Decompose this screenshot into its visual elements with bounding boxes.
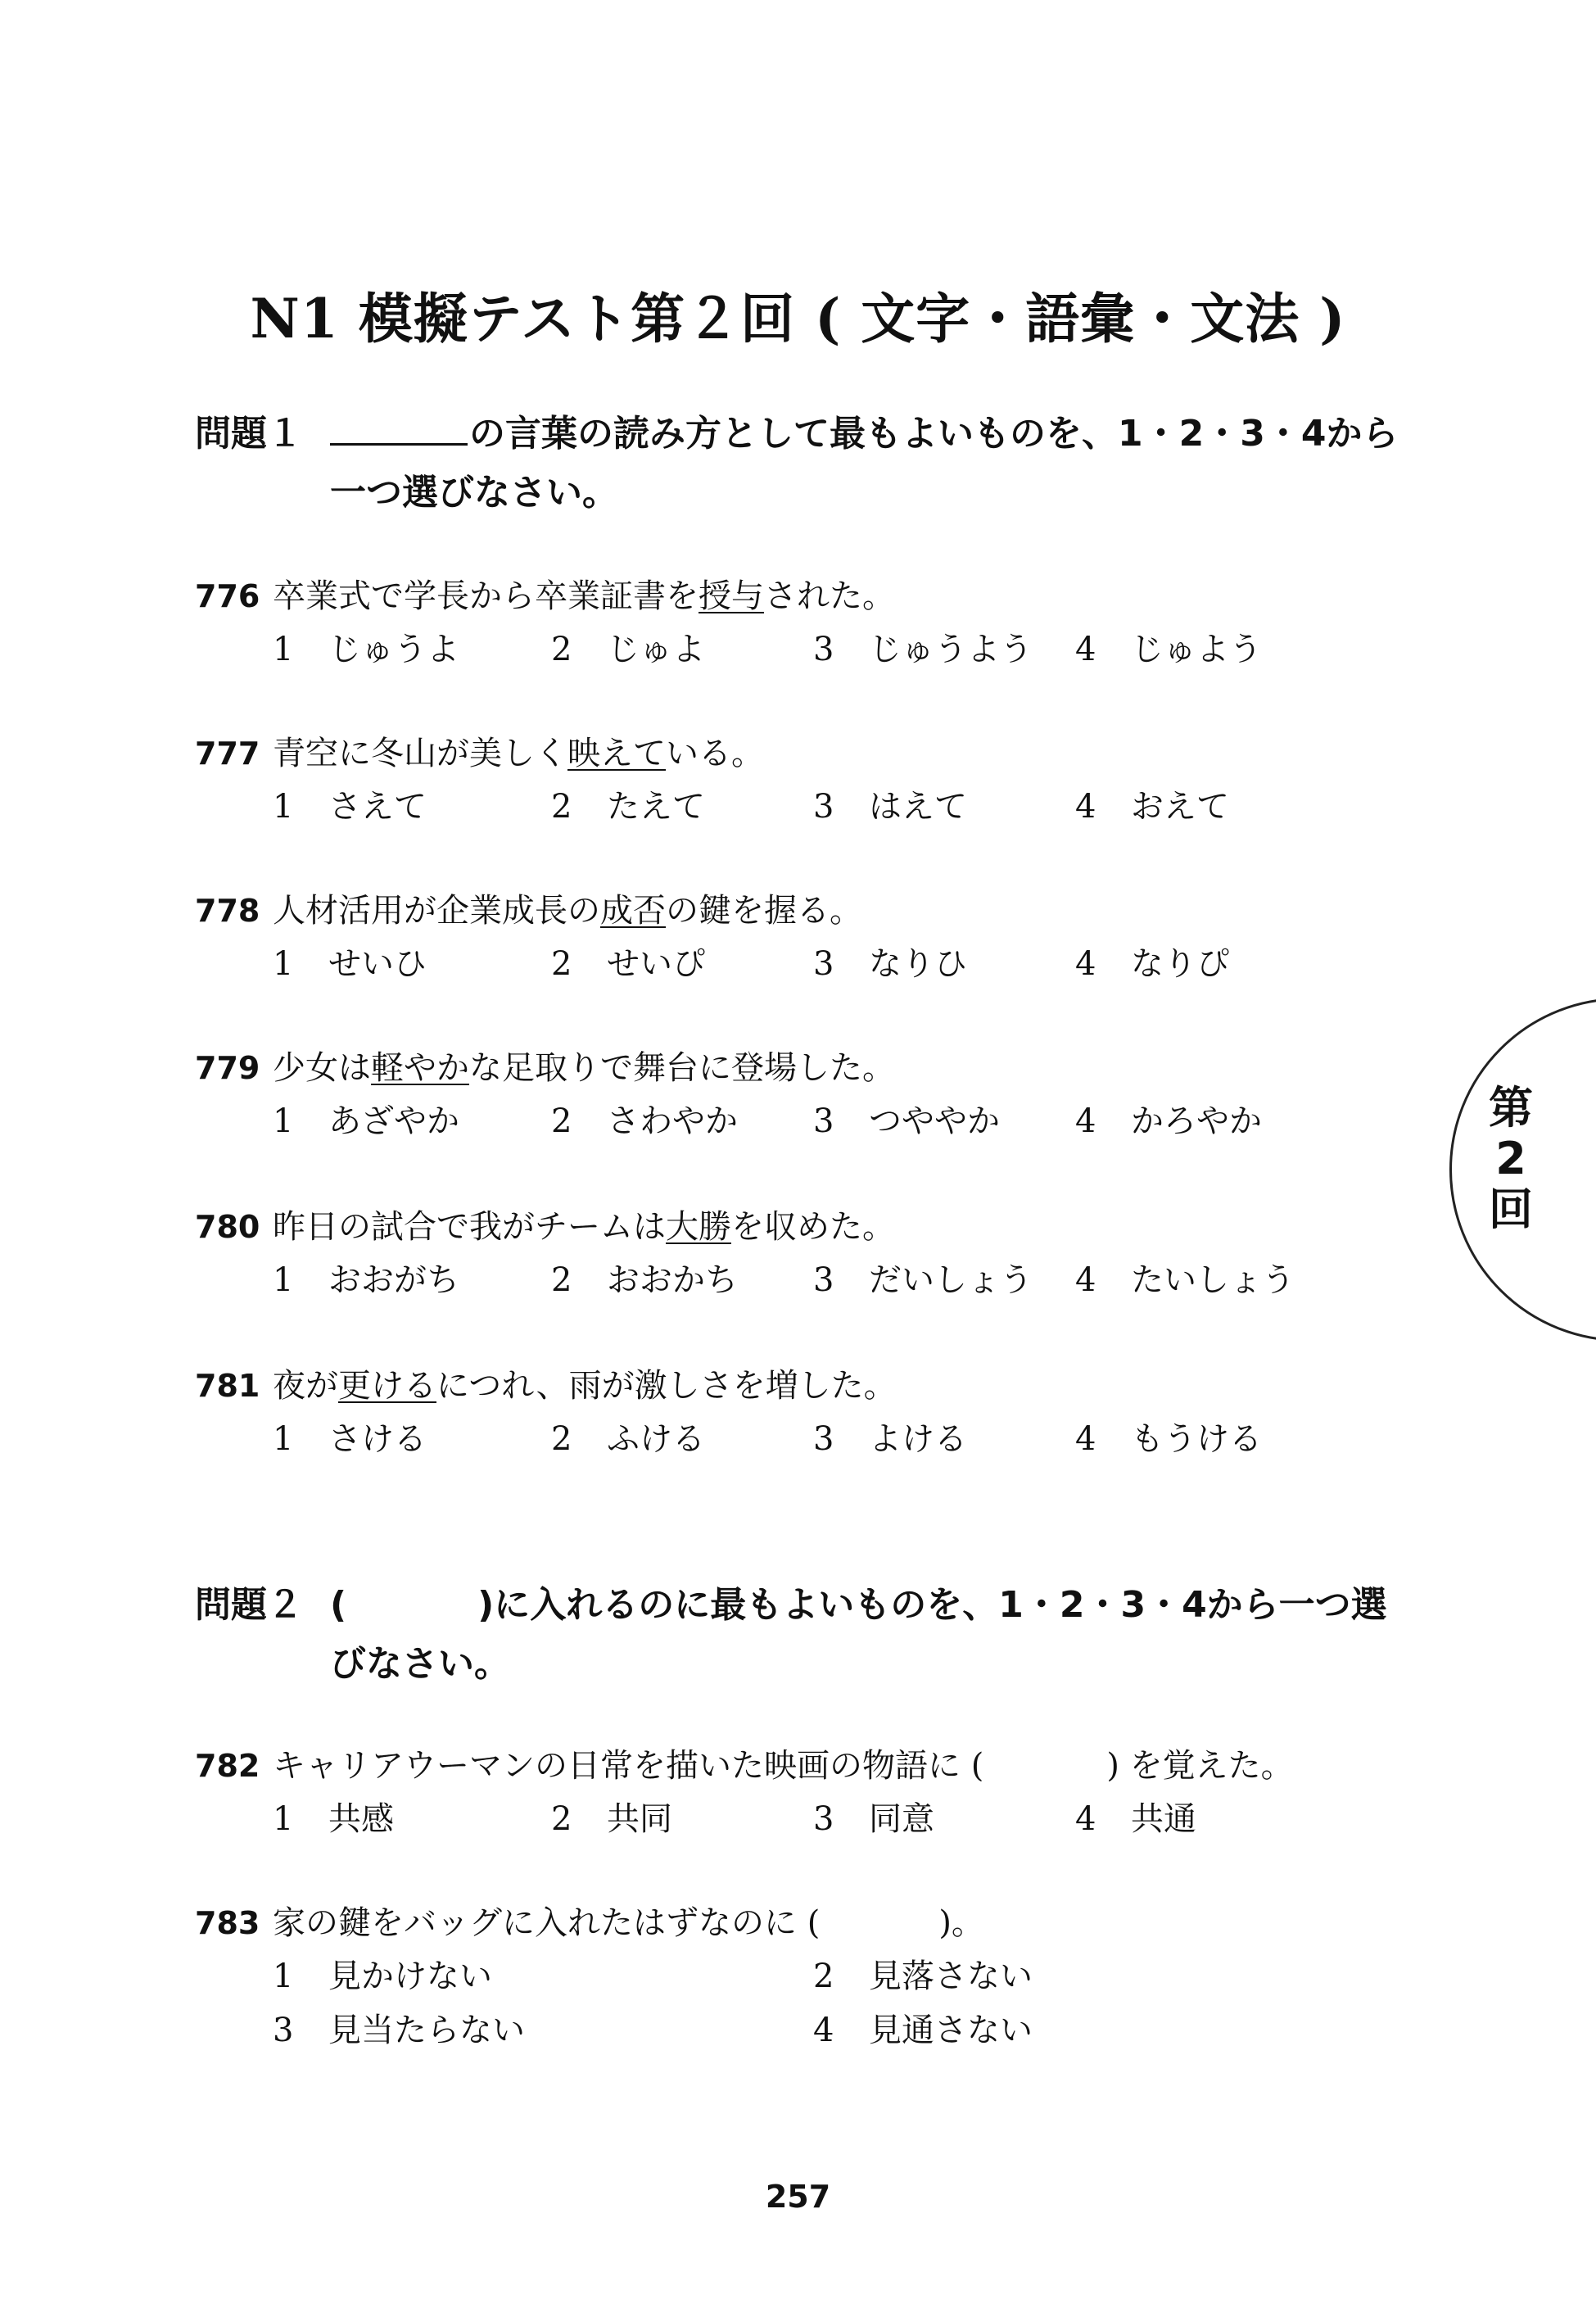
question-781 (195, 1360, 1472, 1466)
question-text: 卒業式で学長から卒業証書を授与された。 (273, 577, 895, 615)
option-1[interactable]: 1 見かけない (273, 1958, 492, 1995)
option-1[interactable]: 1 共感 (273, 1800, 394, 1838)
question-text: 人材活用が企業成長の成否の鍵を握る。 (273, 892, 862, 930)
option-4[interactable]: 4 見通さない (813, 2012, 1033, 2049)
question-776 (195, 570, 1472, 677)
option-4[interactable]: 4 かろやか (1075, 1102, 1262, 1140)
question-number: 783 (195, 1905, 260, 1941)
option-1[interactable]: 1 せいひ (273, 945, 427, 983)
section-2-label: 問題２ (195, 1584, 303, 1626)
question-number: 777 (195, 736, 260, 772)
underlined-word: 映えて (567, 735, 666, 772)
option-4[interactable]: 4 じゅよう (1075, 631, 1262, 668)
option-4[interactable]: 4 なりぴ (1075, 945, 1229, 983)
question-text: 家の鍵をバッグに入れたはずなのに ( )。 (273, 1904, 984, 1942)
section-1-label: 問題１ (195, 413, 303, 455)
question-text: 少女は軽やかな足取りで舞台に登場した。 (273, 1049, 895, 1087)
option-2[interactable]: 2 たえて (551, 788, 705, 826)
open-paren: ( (330, 1584, 347, 1626)
option-2[interactable]: 2 おおかち (551, 1261, 738, 1299)
options-row (195, 1792, 1472, 1846)
underlined-word: 更ける (338, 1367, 436, 1405)
page-number: 257 (765, 2179, 831, 2215)
question-number: 781 (195, 1368, 260, 1404)
option-1[interactable]: 1 さける (273, 1420, 427, 1458)
option-3[interactable]: 3 見当たらない (273, 2012, 525, 2049)
chapter-tab-label: 第 2 回 (1489, 1082, 1533, 1235)
option-3[interactable]: 3 だいしょう (813, 1261, 1033, 1299)
question-780 (195, 1201, 1472, 1307)
question-778 (195, 885, 1472, 991)
option-1[interactable]: 1 さえて (273, 788, 427, 826)
question-number: 778 (195, 893, 260, 929)
section-1-text: の言葉の読み方として最もよいものを、1・2・3・4から (469, 413, 1399, 455)
question-number: 782 (195, 1748, 260, 1784)
underlined-word: 大勝 (666, 1208, 731, 1246)
option-2[interactable]: 2 ふける (551, 1420, 705, 1458)
question-777 (195, 727, 1472, 834)
options-row (195, 1412, 1472, 1466)
question-782 (195, 1740, 1472, 1846)
option-2[interactable]: 2 見落さない (813, 1958, 1033, 1995)
underlined-word: 授与 (699, 577, 764, 615)
option-1[interactable]: 1 おおがち (273, 1261, 459, 1299)
question-number: 776 (195, 578, 260, 614)
blank-underline (330, 410, 468, 446)
option-3[interactable]: 3 よける (813, 1420, 967, 1458)
options-row (195, 937, 1472, 991)
question-779 (195, 1042, 1472, 1148)
question-text: 夜が更けるにつれ、雨が激しさを増した。 (273, 1367, 897, 1405)
section-1-instructions (195, 405, 1423, 523)
question-number: 779 (195, 1050, 260, 1086)
option-3[interactable]: 3 なりひ (813, 945, 967, 983)
option-4[interactable]: 4 おえて (1075, 788, 1229, 826)
option-3[interactable]: 3 じゅうよう (813, 631, 1033, 668)
question-text: 昨日の試合で我がチームは大勝を収めた。 (273, 1208, 895, 1246)
options-row (195, 1094, 1472, 1148)
option-1[interactable]: 1 あざやか (273, 1102, 459, 1140)
option-4[interactable]: 4 共通 (1075, 1800, 1196, 1838)
underlined-word: 成否 (600, 892, 666, 930)
options-row (195, 622, 1472, 677)
options-row (195, 780, 1472, 834)
option-2[interactable]: 2 共同 (551, 1800, 672, 1838)
section-2-instructions (195, 1576, 1423, 1694)
option-2[interactable]: 2 じゅよ (551, 631, 705, 668)
question-number: 780 (195, 1209, 260, 1245)
underlined-word: 軽やか (371, 1049, 469, 1087)
option-1[interactable]: 1 じゅうよ (273, 631, 459, 668)
question-783 (195, 1897, 1472, 2057)
options-row (195, 2003, 1472, 2057)
option-4[interactable]: 4 たいしょう (1075, 1261, 1295, 1299)
option-3[interactable]: 3 つややか (813, 1102, 1000, 1140)
option-4[interactable]: 4 もうける (1075, 1420, 1262, 1458)
option-3[interactable]: 3 はえて (813, 788, 967, 826)
section-1-text-line2: 一つ選びなさい。 (330, 472, 618, 514)
options-row (195, 1253, 1472, 1307)
section-2-text-line2: びなさい。 (330, 1643, 510, 1685)
option-3[interactable]: 3 同意 (813, 1800, 934, 1838)
section-2-text: )に入れるのに最もよいものを、1・2・3・4から一つ選 (477, 1584, 1387, 1626)
page-title: N1 模擬テスト第２回 ( 文字・語彙・文法 ) (250, 287, 1346, 351)
option-2[interactable]: 2 さわやか (551, 1102, 738, 1140)
question-text: キャリアウーマンの日常を描いた映画の物語に ( ) を覚えた。 (273, 1747, 1294, 1785)
question-text: 青空に冬山が美しく映えている。 (273, 735, 764, 772)
options-row (195, 1949, 1472, 2003)
option-2[interactable]: 2 せいぴ (551, 945, 705, 983)
